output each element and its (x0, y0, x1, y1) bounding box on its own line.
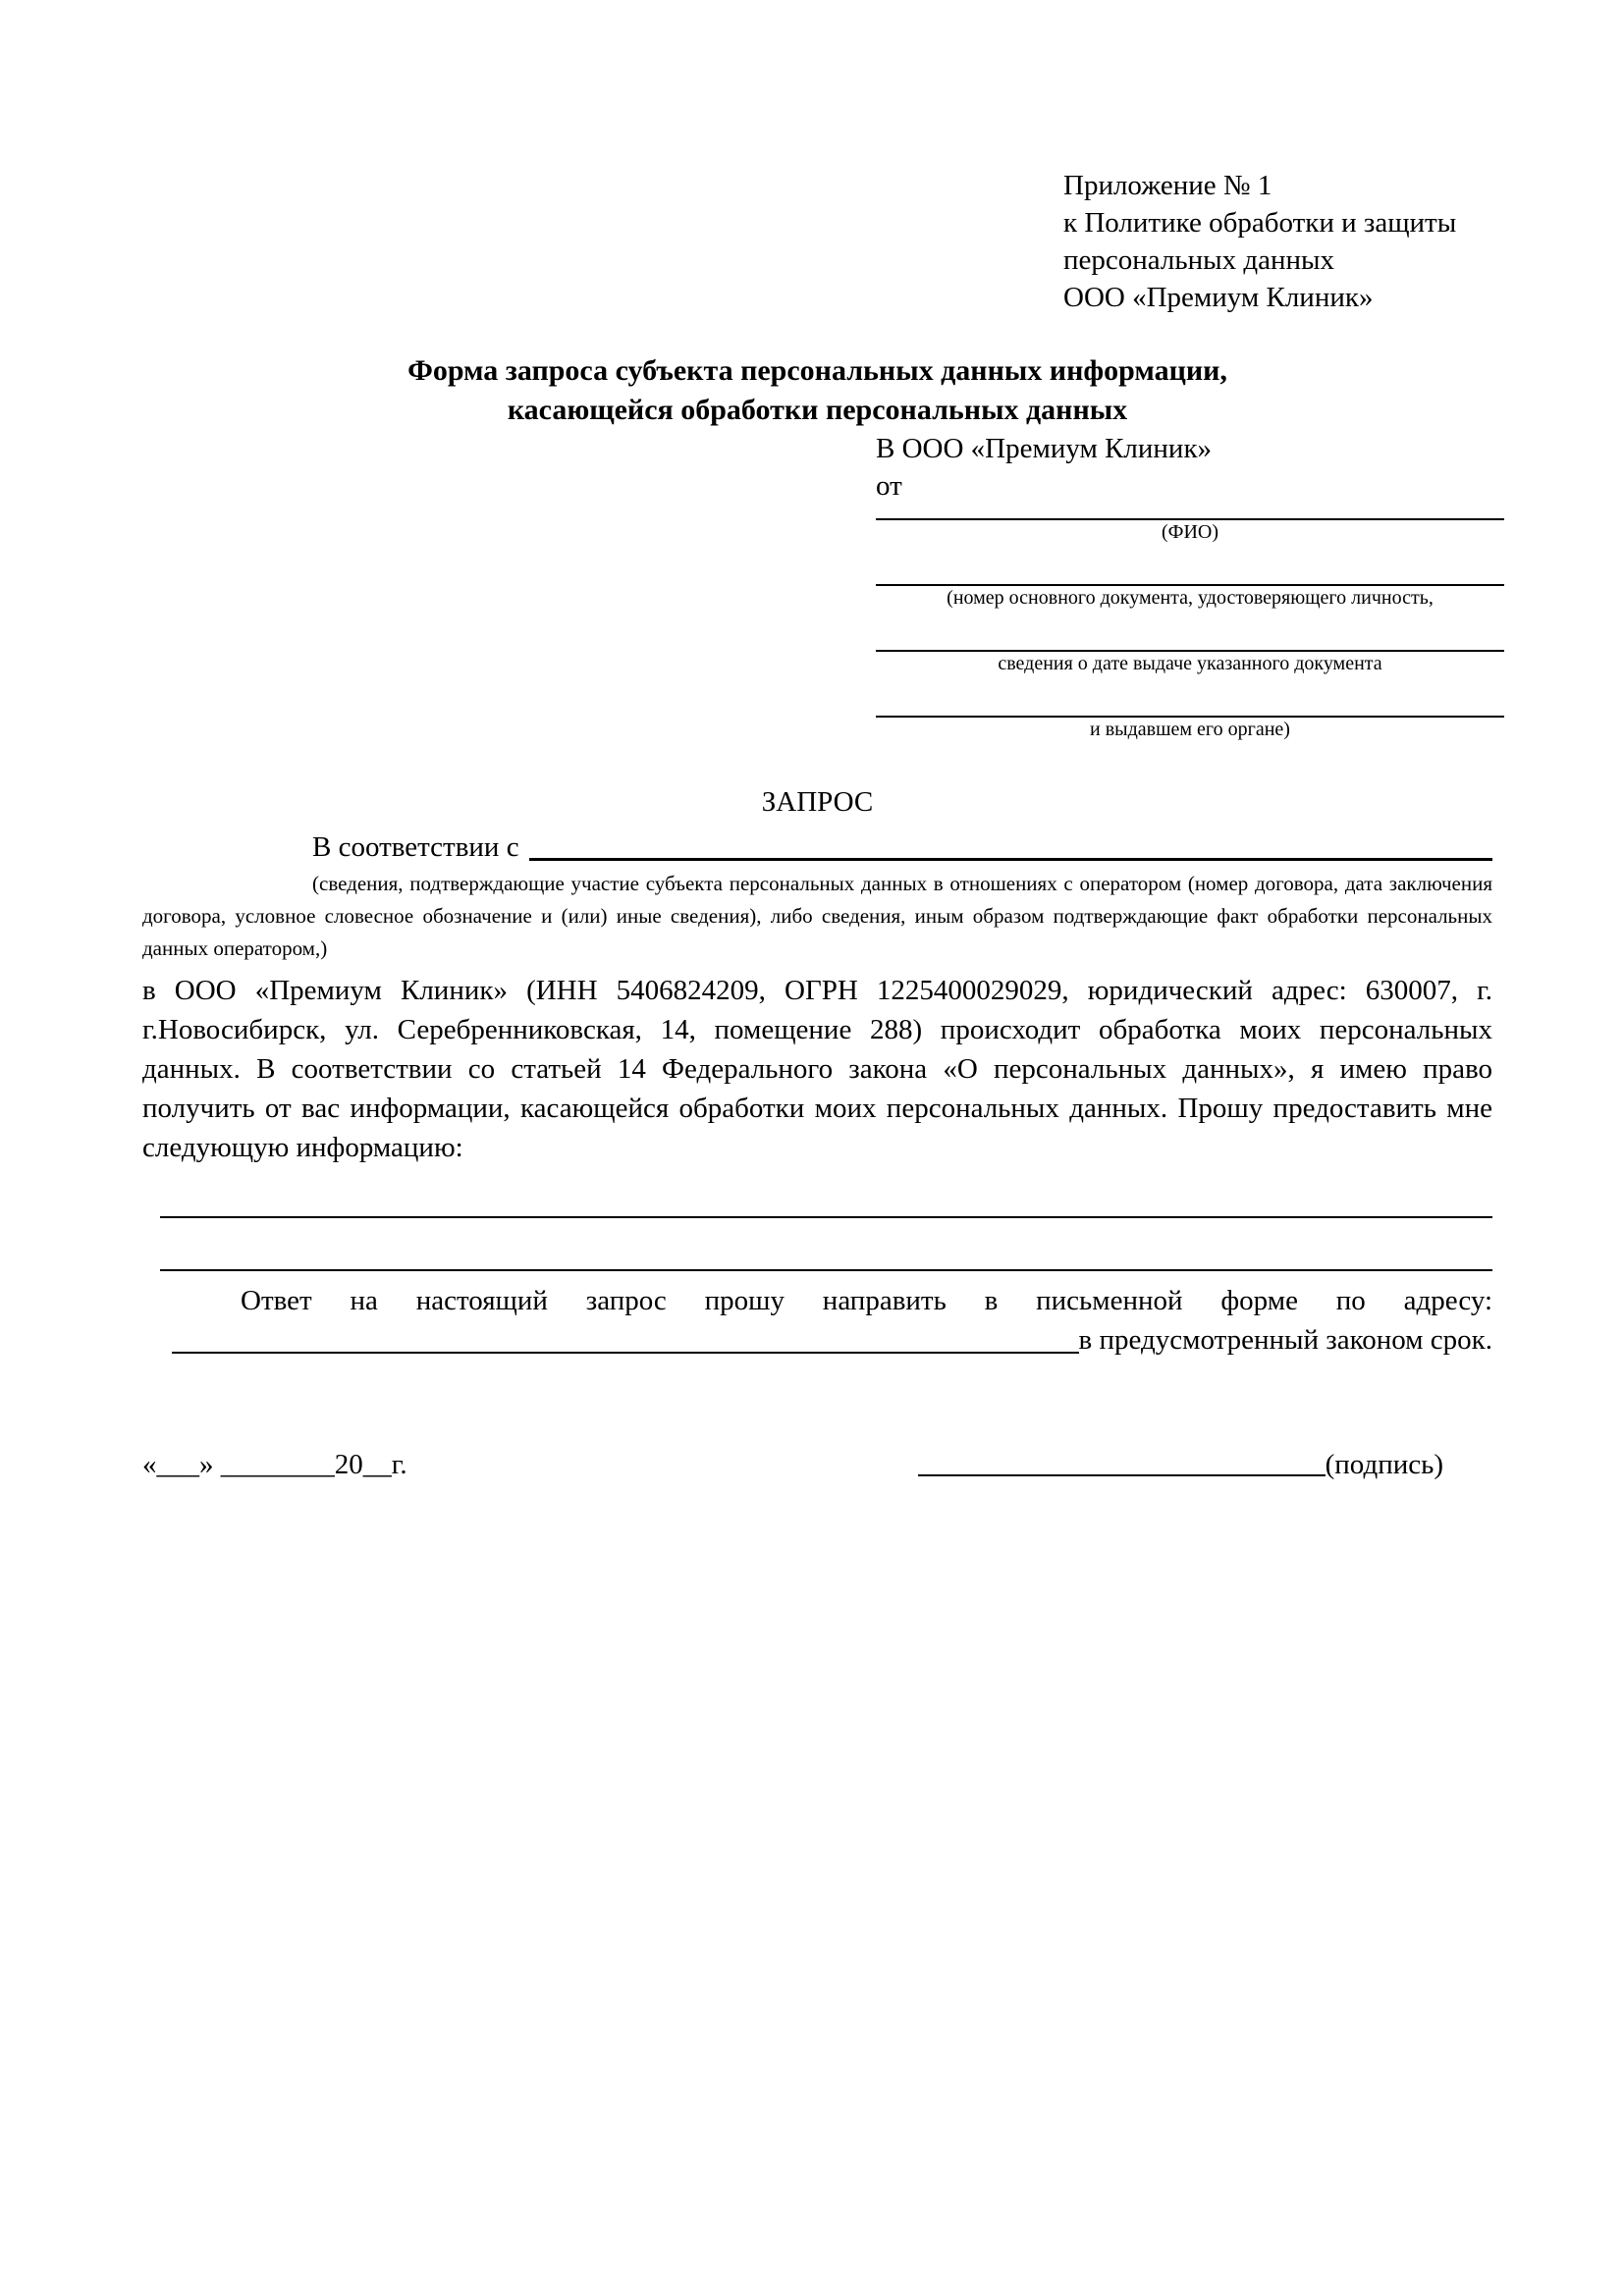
document-date-caption: сведения о дате выдаче указанного документа (998, 653, 1382, 674)
info-fill-line-1 (160, 1216, 1492, 1218)
appendix-line-4: ООО «Премиум Клиник» (1063, 282, 1374, 313)
answer-closing: в предусмотренный законом срок. (1078, 1324, 1492, 1356)
footer-row (142, 1446, 1492, 1483)
signature-group (918, 1446, 1443, 1483)
intro-fill-line (529, 858, 1492, 861)
addressee-from: от (876, 470, 902, 502)
form-title-line-1: Форма запроса субъекта персональных данных информации, (407, 354, 1227, 387)
addressee-to: В ООО «Премиум Клиник» (876, 433, 1213, 464)
addressee-block (876, 430, 1504, 742)
signature-fill-line (918, 1474, 1326, 1476)
appendix-header (1063, 167, 1492, 316)
intro-line (142, 828, 1492, 866)
fio-caption: (ФИО) (1161, 521, 1218, 543)
date-field: «___» ________20__г. (142, 1449, 407, 1480)
appendix-line-1: Приложение № 1 (1063, 170, 1272, 201)
appendix-line-2: к Политике обработки и защиты (1063, 207, 1457, 239)
info-fill-line-2 (160, 1269, 1492, 1271)
address-fill-line (172, 1352, 1079, 1354)
signature-caption: (подпись) (1325, 1449, 1443, 1480)
request-heading: ЗАПРОС (761, 786, 874, 818)
answer-address-row (142, 1320, 1492, 1360)
appendix-line-3: персональных данных (1063, 244, 1335, 276)
issuing-authority-caption: и выдавшем его органе) (1090, 719, 1290, 740)
intro-prefix: В соответствии с (312, 831, 519, 863)
body-paragraph: в ООО «Премиум Клиник» (ИНН 5406824209, ОГРН 1225400029029, юридический адрес: 630007, г. г.Новосибирск, ул. Серебренниковская, 14, помещение 288) происходит обработка моих персональных данных. В соответствии со статьей 14 Федерального закона «О персональных данных», я имею право получить от вас информации, касающейся обработки моих персональных данных. Прошу предоставить мне следующую информацию: (142, 975, 1492, 1163)
note-text: (сведения, подтверждающие участие субъекта персональных данных в отношениях с оператором (номер договора, дата заключения договора, условное словесное обозначение и (или) иные сведения), либо сведения, иным образом подтверждающие факт обработки персональных данных оператором,) (142, 872, 1492, 960)
form-title-line-2: касающейся обработки персональных данных (507, 394, 1128, 426)
form-title (142, 351, 1492, 430)
answer-paragraph: Ответ на настоящий запрос прошу направить в письменной форме по адресу: (241, 1285, 1492, 1316)
document-number-caption: (номер основного документа, удостоверяющего личность, (947, 587, 1434, 609)
